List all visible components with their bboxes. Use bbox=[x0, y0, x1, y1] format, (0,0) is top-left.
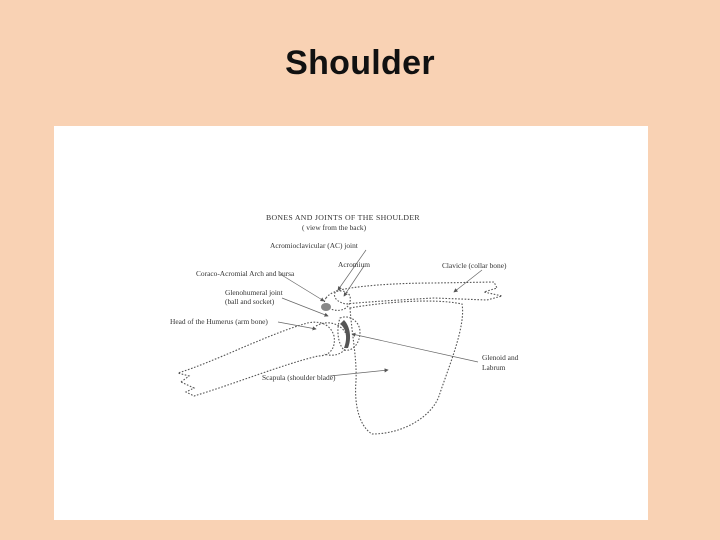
diagram-heading: BONES AND JOINTS OF THE SHOULDER bbox=[266, 213, 420, 222]
label-labrum: Labrum bbox=[482, 363, 506, 372]
bursa-shading bbox=[321, 303, 331, 311]
label-ac-joint: Acromioclavicular (AC) joint bbox=[270, 241, 358, 250]
label-coraco-arch: Coraco-Acromial Arch and bursa bbox=[196, 269, 295, 278]
label-glenohumeral-joint-sub: (ball and socket) bbox=[225, 297, 275, 306]
shoulder-anatomy-diagram bbox=[54, 126, 648, 520]
humerus-bone bbox=[178, 322, 334, 396]
shoulder-diagram-panel bbox=[54, 126, 648, 520]
label-scapula: Scapula (shoulder blade) bbox=[262, 373, 336, 382]
label-acromium: Acromium bbox=[338, 260, 371, 269]
label-humerus-head: Head of the Humerus (arm bone) bbox=[170, 317, 268, 326]
diagram-subheading: ( view from the back) bbox=[302, 223, 367, 232]
glenoid-labrum-shading bbox=[340, 320, 350, 348]
humeral-head bbox=[316, 323, 348, 355]
slide-title: Shoulder bbox=[285, 44, 435, 82]
label-glenoid: Glenoid and bbox=[482, 353, 519, 362]
label-clavicle: Clavicle (collar bone) bbox=[442, 261, 507, 270]
label-glenohumeral-joint: Glenohumeral joint bbox=[225, 288, 283, 297]
scapula-bone bbox=[350, 301, 463, 434]
